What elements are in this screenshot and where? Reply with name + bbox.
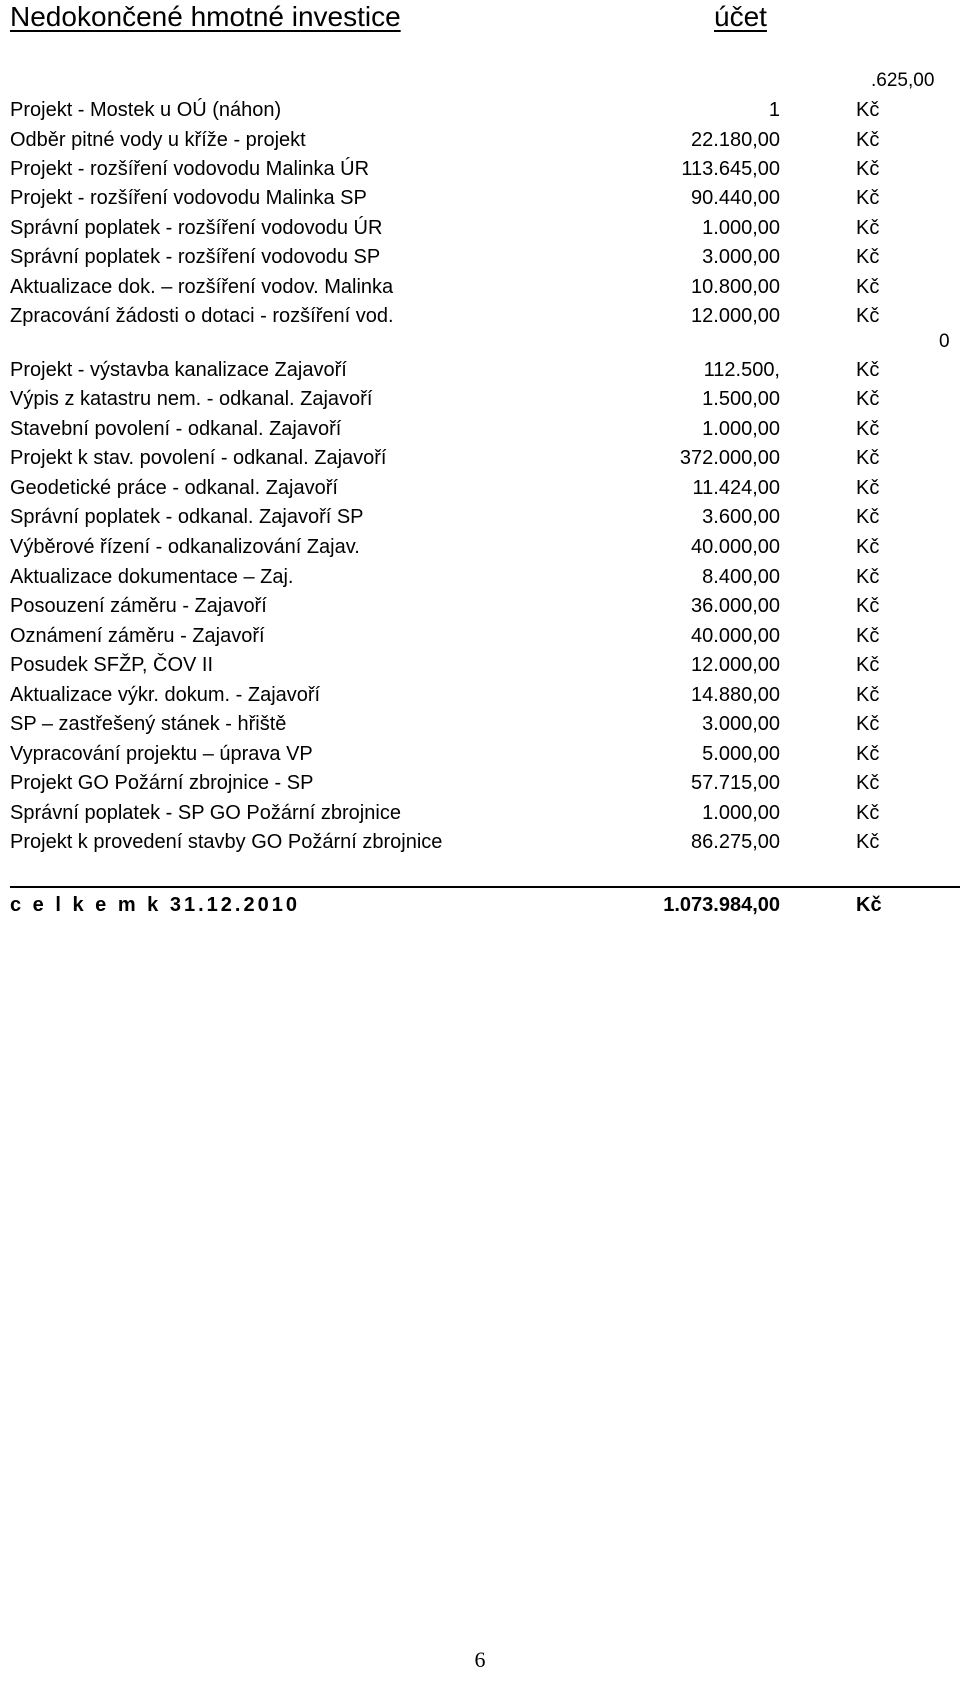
item-amount: 1: [768, 99, 780, 121]
item-label: SP – zastřešený stánek - hřiště: [10, 713, 287, 735]
item-amount: 112.500,: [703, 359, 780, 381]
item-currency: Kč: [856, 305, 880, 327]
table-row: [0, 302, 900, 330]
item-amount: 14.880,00: [691, 684, 780, 706]
item-label: Aktualizace dokumentace – Zaj.: [10, 566, 294, 588]
item-currency: Kč: [856, 625, 880, 647]
overflow-zero: 0: [939, 331, 950, 352]
table-row: [0, 243, 900, 271]
table-row: [0, 184, 900, 212]
item-label: Projekt - Mostek u OÚ (náhon): [10, 99, 282, 121]
item-label: Správní poplatek - rozšíření vodovodu SP: [10, 246, 381, 268]
table-row: [0, 214, 900, 242]
total-currency: Kč: [856, 894, 882, 916]
item-label: Oznámení záměru - Zajavoří: [10, 625, 265, 647]
item-amount: 3.600,00: [702, 506, 780, 528]
item-currency: Kč: [856, 684, 880, 706]
item-label: Správní poplatek - rozšíření vodovodu ÚR: [10, 217, 383, 239]
item-currency: Kč: [856, 276, 880, 298]
item-amount: 3.000,00: [702, 246, 780, 268]
item-label: Posouzení záměru - Zajavoří: [10, 595, 267, 617]
item-currency: Kč: [856, 418, 880, 440]
item-label: Projekt - rozšíření vodovodu Malinka SP: [10, 187, 367, 209]
item-currency: Kč: [856, 566, 880, 588]
table-row: [0, 385, 900, 413]
item-currency: Kč: [856, 99, 880, 121]
item-label: Výběrové řízení - odkanalizování Zajav.: [10, 536, 360, 558]
item-label: Posudek SFŽP, ČOV II: [10, 654, 214, 676]
item-currency: Kč: [856, 802, 880, 824]
item-label: Projekt - rozšíření vodovodu Malinka ÚR: [10, 158, 370, 180]
total-divider: [10, 886, 960, 888]
table-row: [0, 563, 900, 591]
item-currency: Kč: [856, 654, 880, 676]
item-amount: 1.000,00: [702, 802, 780, 824]
item-label: Správní poplatek - odkanal. Zajavoří SP: [10, 506, 364, 528]
item-currency: Kč: [856, 129, 880, 151]
item-amount: 113.645,00: [681, 158, 780, 180]
item-label: Zpracování žádosti o dotaci - rozšíření vod.: [10, 305, 394, 327]
total-label: c e l k e m k 31.12.2010: [10, 894, 300, 916]
item-label: Projekt k provedení stavby GO Požární zbrojnice: [10, 831, 443, 853]
item-currency: Kč: [856, 217, 880, 239]
table-row: [0, 273, 900, 301]
item-amount: 11.424,00: [692, 477, 780, 499]
table-row: [0, 740, 900, 768]
total-amount: 1.073.984,00: [663, 894, 780, 916]
table-row: [0, 533, 900, 561]
table-row: [0, 474, 900, 502]
table-row: [0, 96, 900, 124]
item-currency: Kč: [856, 743, 880, 765]
table-row: [0, 126, 900, 154]
item-amount: 12.000,00: [691, 654, 780, 676]
item-amount: 1.000,00: [702, 217, 780, 239]
item-label: Projekt GO Požární zbrojnice - SP: [10, 772, 314, 794]
item-label: Správní poplatek - SP GO Požární zbrojnice: [10, 802, 401, 824]
item-currency: Kč: [856, 158, 880, 180]
item-amount: 57.715,00: [691, 772, 780, 794]
item-label: Výpis z katastru nem. - odkanal. Zajavoří: [10, 388, 373, 410]
item-amount: 40.000,00: [691, 625, 780, 647]
item-label: Aktualizace výkr. dokum. - Zajavoří: [10, 684, 321, 706]
item-amount: 22.180,00: [691, 129, 780, 151]
item-label: Stavební povolení - odkanal. Zajavoří: [10, 418, 342, 440]
table-row: [0, 828, 900, 856]
total-row: [0, 890, 900, 920]
item-currency: Kč: [856, 536, 880, 558]
table-row: [0, 681, 900, 709]
item-currency: Kč: [856, 831, 880, 853]
item-currency: Kč: [856, 359, 880, 381]
item-amount: 90.440,00: [691, 187, 780, 209]
table-row: [0, 503, 900, 531]
table-row: [0, 592, 900, 620]
item-amount: 40.000,00: [691, 536, 780, 558]
item-amount: 1.000,00: [702, 418, 780, 440]
item-amount: 36.000,00: [691, 595, 780, 617]
table-row: [0, 622, 900, 650]
item-label: Projekt - výstavba kanalizace Zajavoří: [10, 359, 347, 381]
item-amount: 86.275,00: [691, 831, 780, 853]
item-currency: Kč: [856, 447, 880, 469]
item-label: Geodetické práce - odkanal. Zajavoří: [10, 477, 338, 499]
table-row: [0, 651, 900, 679]
account-heading: účet: [714, 1, 767, 32]
item-amount: 5.000,00: [702, 743, 780, 765]
item-amount: 8.400,00: [702, 566, 780, 588]
item-currency: Kč: [856, 388, 880, 410]
item-amount: 3.000,00: [702, 713, 780, 735]
table-row: [0, 415, 900, 443]
table-row: [0, 356, 900, 384]
page-number: 6: [474, 1647, 486, 1672]
table-row: [0, 769, 900, 797]
item-label: Vypracování projektu – úprava VP: [10, 743, 313, 765]
item-amount: 372.000,00: [679, 447, 780, 469]
item-label: Odběr pitné vody u kříže - projekt: [10, 129, 306, 151]
table-row: [0, 155, 900, 183]
table-row: [0, 444, 900, 472]
item-currency: Kč: [856, 187, 880, 209]
item-currency: Kč: [856, 506, 880, 528]
table-row: [0, 799, 900, 827]
item-amount: 1.500,00: [702, 388, 780, 410]
overflow-amount: .625,00: [871, 70, 935, 91]
item-currency: Kč: [856, 246, 880, 268]
page-title: Nedokončené hmotné investice: [10, 1, 401, 32]
item-amount: 12.000,00: [691, 305, 780, 327]
item-label: Projekt k stav. povolení - odkanal. Zajavoří: [10, 447, 387, 469]
item-currency: Kč: [856, 713, 880, 735]
item-amount: 10.800,00: [691, 276, 780, 298]
table-row: [0, 710, 900, 738]
item-currency: Kč: [856, 595, 880, 617]
item-currency: Kč: [856, 772, 880, 794]
item-currency: Kč: [856, 477, 880, 499]
item-label: Aktualizace dok. – rozšíření vodov. Malinka: [10, 276, 394, 298]
